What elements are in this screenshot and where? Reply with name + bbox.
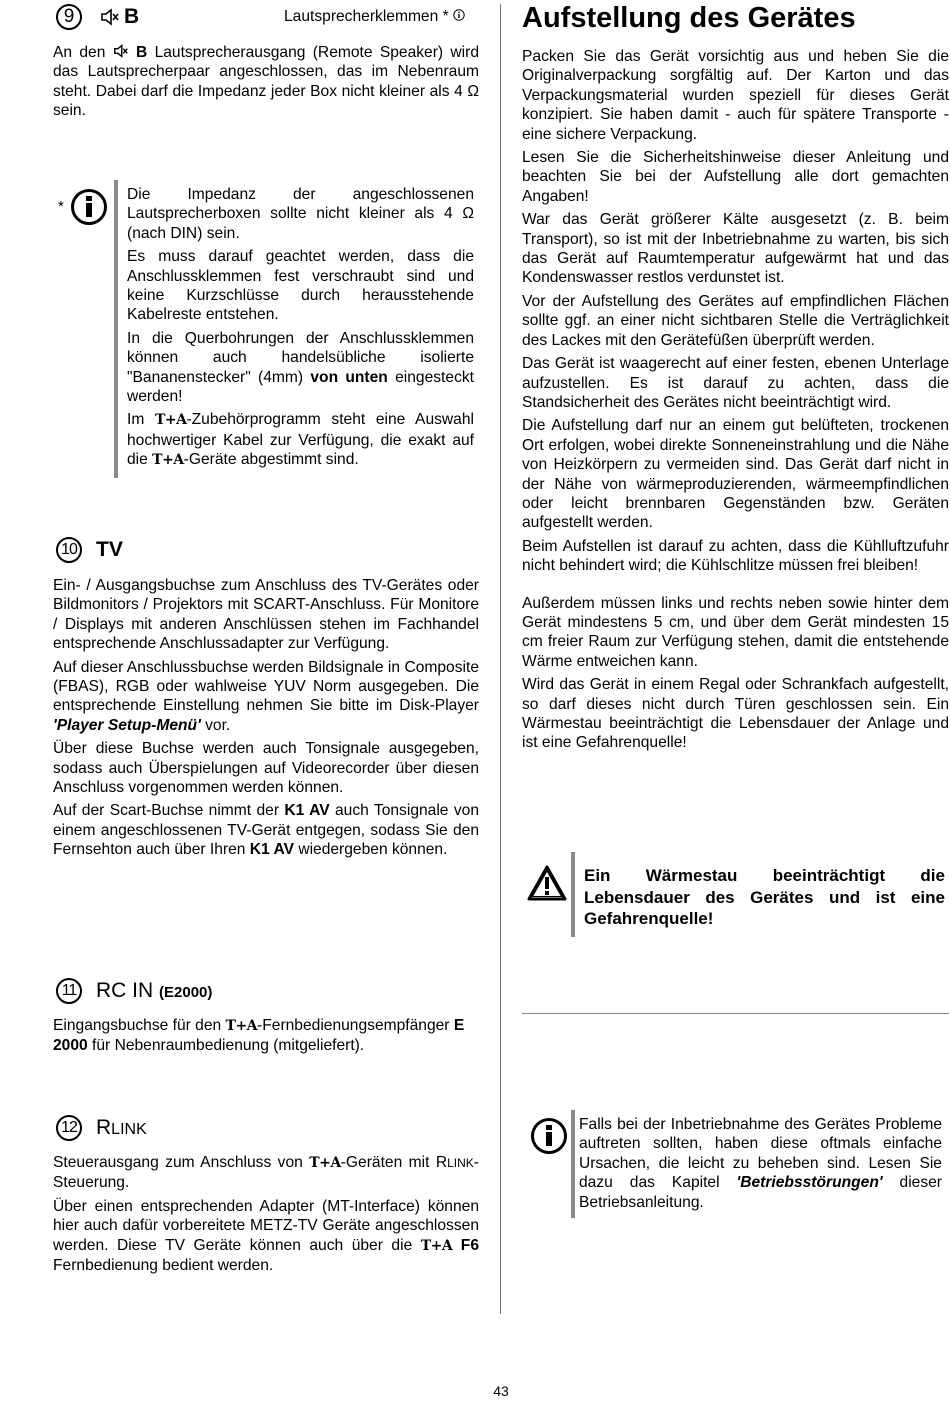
text: für Nebenraumbedienung (mitgeliefert).: [87, 1037, 365, 1055]
note-9-text: [127, 185, 474, 471]
text: vor.: [200, 716, 231, 734]
paragraph: [53, 1197, 479, 1276]
note-bar: [571, 1110, 575, 1218]
title-text-small: LINK: [111, 1121, 147, 1138]
brand-logo-ta: T+A: [154, 412, 187, 429]
text-bold: K1 AV: [284, 802, 330, 820]
text: Eingangsbuchse für den: [53, 1017, 226, 1034]
speaker-icon: [113, 44, 129, 58]
section-9-body: [53, 43, 479, 121]
section-12-header: [56, 1115, 147, 1141]
section-title: TV: [96, 538, 123, 561]
brand-logo-ta: T+A: [152, 452, 184, 469]
info-icon: [530, 1117, 568, 1160]
speaker-icon: [100, 7, 120, 27]
paragraph: [53, 1153, 479, 1193]
text: eingesteckt werden!: [127, 368, 474, 406]
paragraph: [579, 1115, 942, 1212]
text: dieser Betriebsanleitung.: [579, 1174, 942, 1211]
text: An den: [53, 44, 113, 61]
paragraph: [53, 801, 479, 859]
section-title: [96, 1116, 147, 1140]
text: In die Querbohrungen der Anschlussklemmen können auch handelsübliche isolierte "Bananenstecker" (4mm): [127, 329, 474, 386]
text-bold: F6: [452, 1236, 479, 1254]
section-9-right-label: [284, 8, 465, 26]
text-bold: B: [136, 44, 148, 61]
text: R: [435, 1154, 448, 1171]
text-bold: E 2000: [53, 1017, 465, 1055]
paragraph: [53, 658, 479, 736]
paragraph: [127, 410, 474, 470]
text: auch Tonsignale von einem angeschlossenen TV-Gerät entgegen, sodass Sie den Fernsehton auch über Ihren: [53, 802, 479, 859]
column-divider: [500, 4, 501, 1314]
warning-text: Ein Wärmestau beeinträchtigt die Lebensdauer des Gerätes und ist eine Gefahrenquelle!: [584, 866, 945, 928]
paragraph: Beim Aufstellen ist darauf zu achten, dass die Kühlluftzufuhr nicht behindert wird; die Kühlschlitze müssen frei bleiben!: [522, 537, 949, 575]
info-icon: [453, 8, 465, 20]
text: Lautsprecherausgang (Remote Speaker) wird das Lautsprecherpaar angeschlossen, das im Nebenraum steht. Dabei darf die Impedanz jeder Box nicht kleiner als 4 Ω sein.: [53, 44, 479, 120]
paragraph: Die Aufstellung darf nur an einem gut belüfteten, trockenen Ort erfolgen, wobei direkte Sonneneinstrahlung und die Nähe von Heizkörpern zu vermeiden sind. Das Gerät darf nicht in der Nähe von wärmeproduzierenden, wärmeempfindlichen oder leicht brennbaren Gegenständen bzw. Geräten aufgestellt werden.: [522, 417, 949, 532]
paragraph: Lesen Sie die Sicherheitshinweise dieser Anleitung und beachten Sie bei der Aufstellung alle dort gemachten Angaben!: [522, 149, 949, 205]
right-label-text: Lautsprecherklemmen *: [284, 8, 449, 25]
text-bold: von unten: [310, 368, 388, 386]
text: Steuerausgang zum Anschluss von: [53, 1154, 310, 1171]
text: Falls bei der Inbetriebnahme des Gerätes Probleme auftreten sollten, haben diese oftmals einfache Ursachen, die leicht zu beheben sind. Lesen Sie dazu das Kapitel: [579, 1116, 942, 1192]
text: Über einen entsprechenden Adapter (MT-Interface) können hier auch dafür vorbereitete METZ-TV Geräte angeschlossen werden. Diese TV Geräte können auch über die: [53, 1197, 479, 1254]
asterisk: *: [58, 198, 64, 215]
paragraph: Die Impedanz der angeschlossenen Lautsprecherboxen sollte nicht kleiner als 4 Ω (nach DIN) sein.: [127, 186, 474, 242]
page-number: 43: [493, 1383, 509, 1399]
warning-text-block: [584, 865, 945, 930]
section-title: B: [124, 5, 140, 28]
paragraph: Ein- / Ausgangsbuchse zum Anschluss des TV-Gerätes oder Bildmonitors / Projektors mit SCART-Anschluss. Für Monitore / Displays mit anderen Anschlüssen stehen im Fachhandel entsprechende Anschlussadapter zur Verfügung.: [53, 577, 479, 653]
text: -Geräten mit: [340, 1154, 436, 1171]
brand-logo-ta: T+A: [309, 1155, 341, 1171]
text: -Geräte abgestimmt sind.: [183, 451, 359, 469]
section-number: 12: [56, 1115, 82, 1141]
paragraph: Vor der Aufstellung des Gerätes auf empfindlichen Flächen sollte ggf. an einer nicht sichtbaren Stelle die Verträglichkeit des Lackes mit den Gerätefüßen überprüft werden.: [522, 292, 949, 349]
warning-triangle-icon: [527, 865, 567, 906]
note-bar: [114, 180, 118, 478]
brand-logo-ta: T+A: [420, 1237, 453, 1254]
paragraph: Das Gerät ist waagerecht auf einer festen, ebenen Unterlage aufzustellen. Es ist darauf zu achten, dass die Standsicherheit des Gerätes nicht beeinträchtigt wird.: [522, 355, 949, 411]
text: -Steuerung.: [53, 1154, 479, 1192]
section-separator: [522, 1013, 949, 1014]
text-bold-italic: 'Player Setup-Menü': [53, 716, 201, 734]
paragraph: Packen Sie das Gerät vorsichtig aus und heben Sie die Originalverpackung sorgfältig auf. Der Karton und das Verpackungsmaterial wurden speziell für dieses Gerät konzipiert. Sie haben damit - auch für spätere Transporte - eine sichere Verpackung.: [522, 48, 949, 143]
page-title: Aufstellung des Gerätes: [522, 2, 856, 34]
text-bold-italic: 'Betriebsstörungen': [736, 1174, 883, 1192]
title-text: R: [96, 1116, 112, 1139]
text: Auf dieser Anschlussbuchse werden Bildsignale in Composite (FBAS), RGB oder wahlweise YUV Norm ausgegeben. Die entsprechende Einstellung nehmen Sie bitte im Disk-Player: [53, 658, 479, 715]
paragraph: Wird das Gerät in einem Regal oder Schrankfach aufgestellt, so darf dieses nicht durch Türen geschlossen sein. Ein Wärmestau beeinträchtigt die Lebensdauer der Anlage und ist eine Gefahrenquelle!: [522, 676, 949, 752]
section-11-header: [56, 978, 212, 1004]
text-bold: K1 AV: [249, 841, 294, 859]
text-small-caps: LINK: [447, 1156, 474, 1170]
text: -Zubehörprogramm steht eine Auswahl hochwertiger Kabel zur Verfügung, die exakt auf die: [127, 411, 474, 469]
section-number: 10: [56, 537, 82, 563]
info-icon: [70, 188, 108, 231]
note-right-text: [579, 1115, 942, 1212]
paragraph: Außerdem müssen links und rechts neben sowie hinter dem Gerät mindestens 5 cm, und über dem Gerät mindesten 15 cm freier Raum zur Verfügung stehen, damit die entstehende Wärme entweichen kann.: [522, 594, 949, 670]
section-10-body: [53, 576, 479, 860]
section-11-body: [53, 1016, 479, 1056]
paragraph: War das Gerät größerer Kälte ausgesetzt (z. B. beim Transport), so ist mit der Inbetriebnahme zu warten, bis sich das Gerät auf Raumtemperatur aufgewärmt hat und das Kondenswasser restlos verdunstet ist.: [522, 211, 949, 287]
section-title: [96, 979, 212, 1003]
text: -Fernbedienungsempfänger: [257, 1017, 454, 1034]
title-suffix: (E2000): [159, 984, 213, 1001]
section-number: 9: [56, 4, 82, 30]
text: Im: [127, 411, 155, 429]
section-9-header: [56, 4, 139, 30]
paragraph: Es muss darauf geachtet werden, dass die Anschlussklemmen fest verschraubt sind und keine Kurzschlüsse durch herausstehende Kabelreste entstehen.: [127, 248, 474, 324]
section-12-body: [53, 1153, 479, 1275]
text: wiedergeben können.: [293, 841, 448, 859]
text: Auf der Scart-Buchse nimmt der: [53, 802, 285, 820]
aufstellung-body: [522, 47, 949, 753]
brand-logo-ta: T+A: [225, 1018, 258, 1034]
title-text: RC IN: [96, 979, 154, 1002]
paragraph: [127, 329, 474, 407]
paragraph: [53, 43, 479, 121]
paragraph: [53, 1016, 479, 1056]
warning-bar: [571, 852, 575, 937]
paragraph: Über diese Buchse werden auch Tonsignale ausgegeben, sodass auch Überspielungen auf Videorecorder über diesen Anschluss vorgenommen werden können.: [53, 740, 479, 797]
section-number: 11: [56, 978, 82, 1004]
text: Fernbedienung bedient werden.: [53, 1257, 274, 1275]
section-10-header: [56, 537, 123, 563]
